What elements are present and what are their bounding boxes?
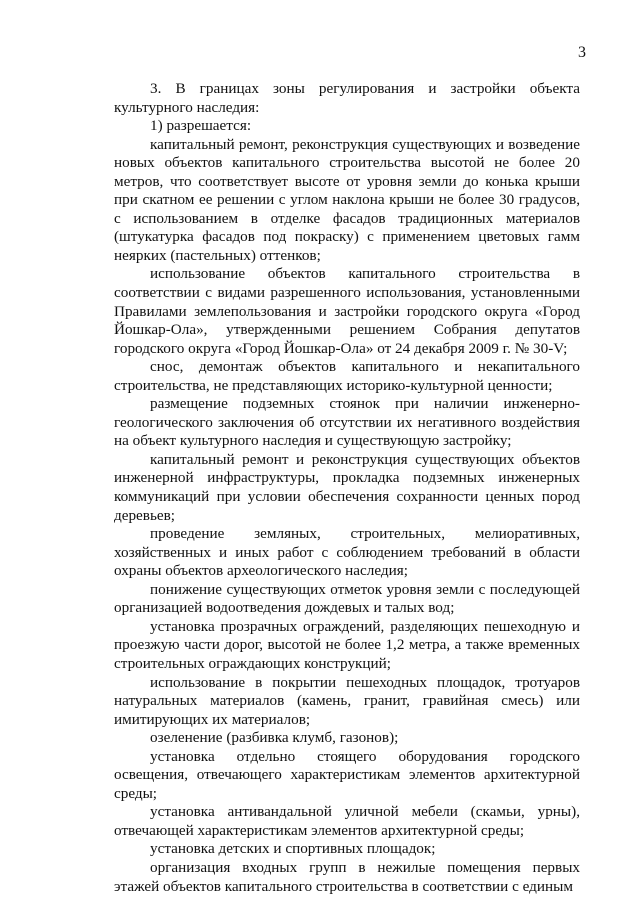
paragraph: понижение существующих отметок уровня земли с последующей организацией водоотведения дождевых и талых вод; <box>114 580 580 617</box>
paragraph: установка антивандальной уличной мебели (скамьи, урны), отвечающей характеристикам элементов архитектурной среды; <box>114 803 580 839</box>
paragraph: капитальный ремонт и реконструкция существующих объектов инженерной инфраструктуры, прокладка подземных инженерных коммуникаций при условии обеспечения сохранности ценных пород деревьев; <box>114 450 580 524</box>
paragraph: проведение земляных, строительных, мелиоративных, хозяйственных и иных работ с соблюдением требований в области охраны объектов археологического наследия; <box>114 525 580 580</box>
paragraph: установка прозрачных ограждений, разделяющих пешеходную и проезжую части дорог, высотой не более 1,2 метра, а также временных строительных ограждающих конструкций; <box>114 617 580 672</box>
paragraph: озеленение (разбивка клумб, газонов); <box>150 729 399 747</box>
paragraph: снос, демонтаж объектов капитального и некапитального строительства, не представляющих историко-культурной ценности; <box>114 358 580 394</box>
page-number: 3 <box>578 44 586 61</box>
paragraph: использование в покрытии пешеходных площадок, тротуаров натуральных материалов (камень, гранит, гравийная смесь) или имитирующих их материалов; <box>114 673 580 728</box>
subsection-heading: 1) разрешается: <box>150 117 252 135</box>
section-heading: 3. В границах зоны регулирования и застройки объекта культурного наследия: <box>114 80 580 116</box>
document-body <box>114 80 580 896</box>
paragraph: организация входных групп в нежилые помещения первых этажей объектов капитального строительства в соответствии с единым <box>114 858 580 895</box>
paragraph: установка отдельно стоящего оборудования городского освещения, отвечающего характеристикам элементов архитектурной среды; <box>114 747 580 802</box>
paragraph: капитальный ремонт, реконструкция существующих и возведение новых объектов капитального строительства высотой не более 20 метров, что соответствует высоте от уровня земли до конька крыши при скатном ее решении с углом наклона крыши не более 30 градусов, с использованием в отделке фасадов традиционных материалов (штукатурка фасадов под покраску) с применением цветовых гамм неярких (пастельных) оттенков; <box>114 135 580 264</box>
paragraph: использование объектов капитального строительства в соответствии с видами разрешенного использования, установленными Правилами землепользования и застройки городского округа «Город Йошкар-Ола», утвержденными решением Собрания депутатов городского округа «Город Йошкар-Ола» от 24 декабря 2009 г. № 30-V; <box>114 265 580 357</box>
paragraph: размещение подземных стоянок при наличии инженерно-геологического заключения об отсутствии их негативного воздействия на объект культурного наследия и существующую застройку; <box>114 395 580 450</box>
paragraph: установка детских и спортивных площадок; <box>150 840 436 858</box>
